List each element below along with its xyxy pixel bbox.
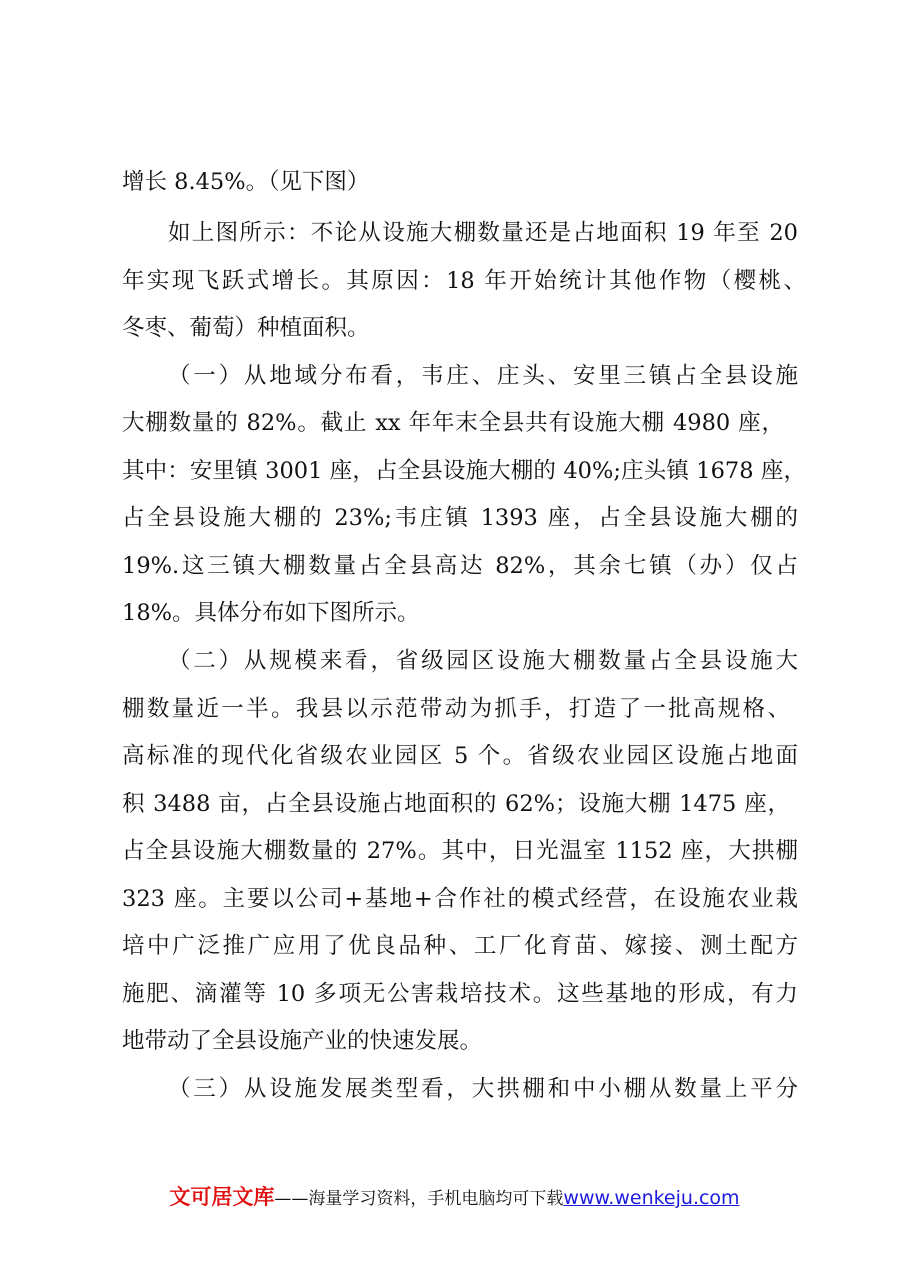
paragraph-line: 占全县设施大棚的 23%;韦庄镇 1393 座，占全县设施大棚的 [122,505,798,531]
paragraph-line: 占全县设施大棚数量的 27%。其中，日光温室 1152 座，大拱棚 [122,838,798,864]
paragraph-line: 19%.这三镇大棚数量占全县高达 82%，其余七镇（办）仅占 [122,553,798,579]
paragraph-line: 其中：安里镇 3001 座，占全县设施大棚的 40%;庄头镇 1678 座， [122,458,806,484]
paragraph-line: 培中广泛推广应用了优良品种、工厂化育苗、嫁接、测土配方 [122,933,798,959]
paragraph-line: 高标准的现代化省级农业园区 5 个。省级农业园区设施占地面 [122,743,798,769]
paragraph-line: 如上图所示：不论从设施大棚数量还是占地面积 19 年至 20 [168,220,798,246]
footer-url-link[interactable]: www.wenkeju.com [563,1187,740,1209]
paragraph-line: 年实现飞跃式增长。其原因：18 年开始统计其他作物（樱桃、 [122,268,806,294]
paragraph-line: 积 3488 亩，占全县设施占地面积的 62%；设施大棚 1475 座， [122,791,790,817]
paragraph-line: 施肥、滴灌等 10 多项无公害栽培技术。这些基地的形成，有力 [122,981,798,1007]
paragraph-line: （三）从设施发展类型看，大拱棚和中小棚从数量上平分 [168,1076,798,1102]
footer-slogan: ——海量学习资料，手机电脑均可下载 [274,1189,564,1209]
paragraph-line: 大棚数量的 82%。截止 xx 年年末全县共有设施大棚 4980 座， [122,410,784,436]
paragraph-line: 增长 8.45%。（见下图） [122,169,370,195]
paragraph-line: 323 座。主要以公司+基地+合作社的模式经营，在设施农业栽 [122,886,798,912]
paragraph-line: 18%。具体分布如下图所示。 [122,600,420,626]
footer-brand: 文可居文库 [169,1185,275,1209]
paragraph-line: 棚数量近一半。我县以示范带动为抓手，打造了一批高规格、 [122,696,790,722]
paragraph-line: 冬枣、葡萄）种植面积。 [122,315,370,341]
paragraph-line: （一）从地域分布看，韦庄、庄头、安里三镇占全县设施 [168,363,798,389]
paragraph-line: 地带动了全县设施产业的快速发展。 [122,1028,483,1054]
paragraph-line: （二）从规模来看，省级园区设施大棚数量占全县设施大 [168,648,798,674]
footer-banner [0,1180,909,1214]
